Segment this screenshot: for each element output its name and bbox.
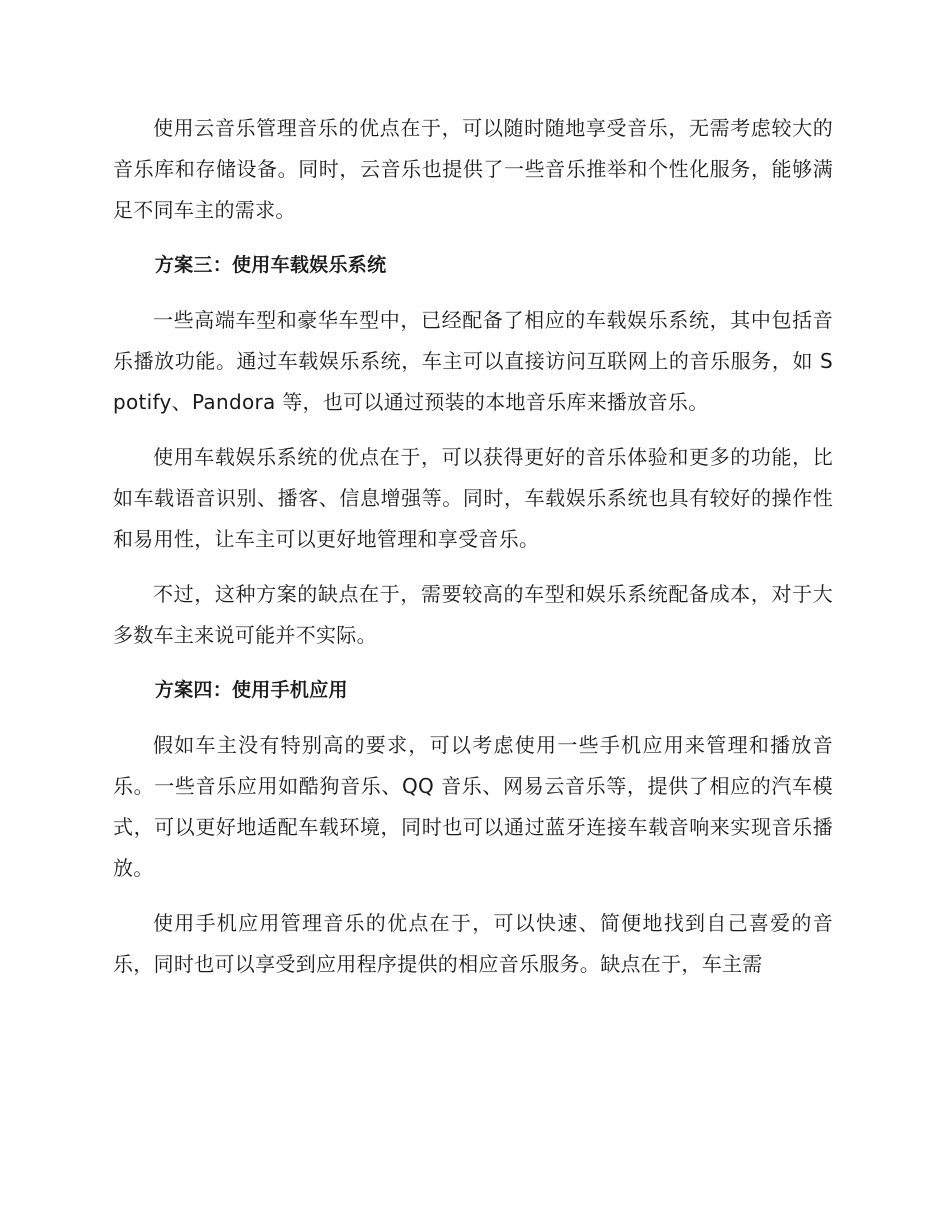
paragraph-car-entertainment-intro: 一些高端车型和豪华车型中，已经配备了相应的车载娱乐系统，其中包括音乐播放功能。通过车载娱乐系统，车主可以直接访问互联网上的音乐服务，如 Spotify、Pandora 等，也可以通过预装的本地音乐库来播放音乐。: [113, 308, 833, 414]
paragraph-car-entertainment-advantages: 使用车载娱乐系统的优点在于，可以获得更好的音乐体验和更多的功能，比如车载语音识别、播客、信息增强等。同时，车载娱乐系统也具有较好的操作性和易用性，让车主可以更好地管理和享受音乐。: [113, 445, 833, 551]
paragraph-phone-app-intro: 假如车主没有特别高的要求，可以考虑使用一些手机应用来管理和播放音乐。一些音乐应用如酷狗音乐、QQ 音乐、网易云音乐等，提供了相应的汽车模式，可以更好地适配车载环境，同时也可以通过蓝牙连接车载音响来实现音乐播放。: [113, 733, 833, 880]
heading-plan-four: 方案四：使用手机应用: [154, 679, 348, 701]
document-body: [113, 108, 833, 999]
heading-plan-three: 方案三：使用车载娱乐系统: [154, 254, 387, 276]
paragraph-cloud-music-advantages: 使用云音乐管理音乐的优点在于，可以随时随地享受音乐，无需考虑较大的音乐库和存储设备。同时，云音乐也提供了一些音乐推举和个性化服务，能够满足不同车主的需求。: [113, 116, 833, 222]
paragraph-car-entertainment-drawbacks: 不过，这种方案的缺点在于，需要较高的车型和娱乐系统配备成本，对于大多数车主来说可能并不实际。: [113, 582, 833, 647]
paragraph-phone-app-advantages: 使用手机应用管理音乐的优点在于，可以快速、简便地找到自己喜爱的音乐，同时也可以享受到应用程序提供的相应音乐服务。缺点在于，车主需: [113, 911, 833, 976]
